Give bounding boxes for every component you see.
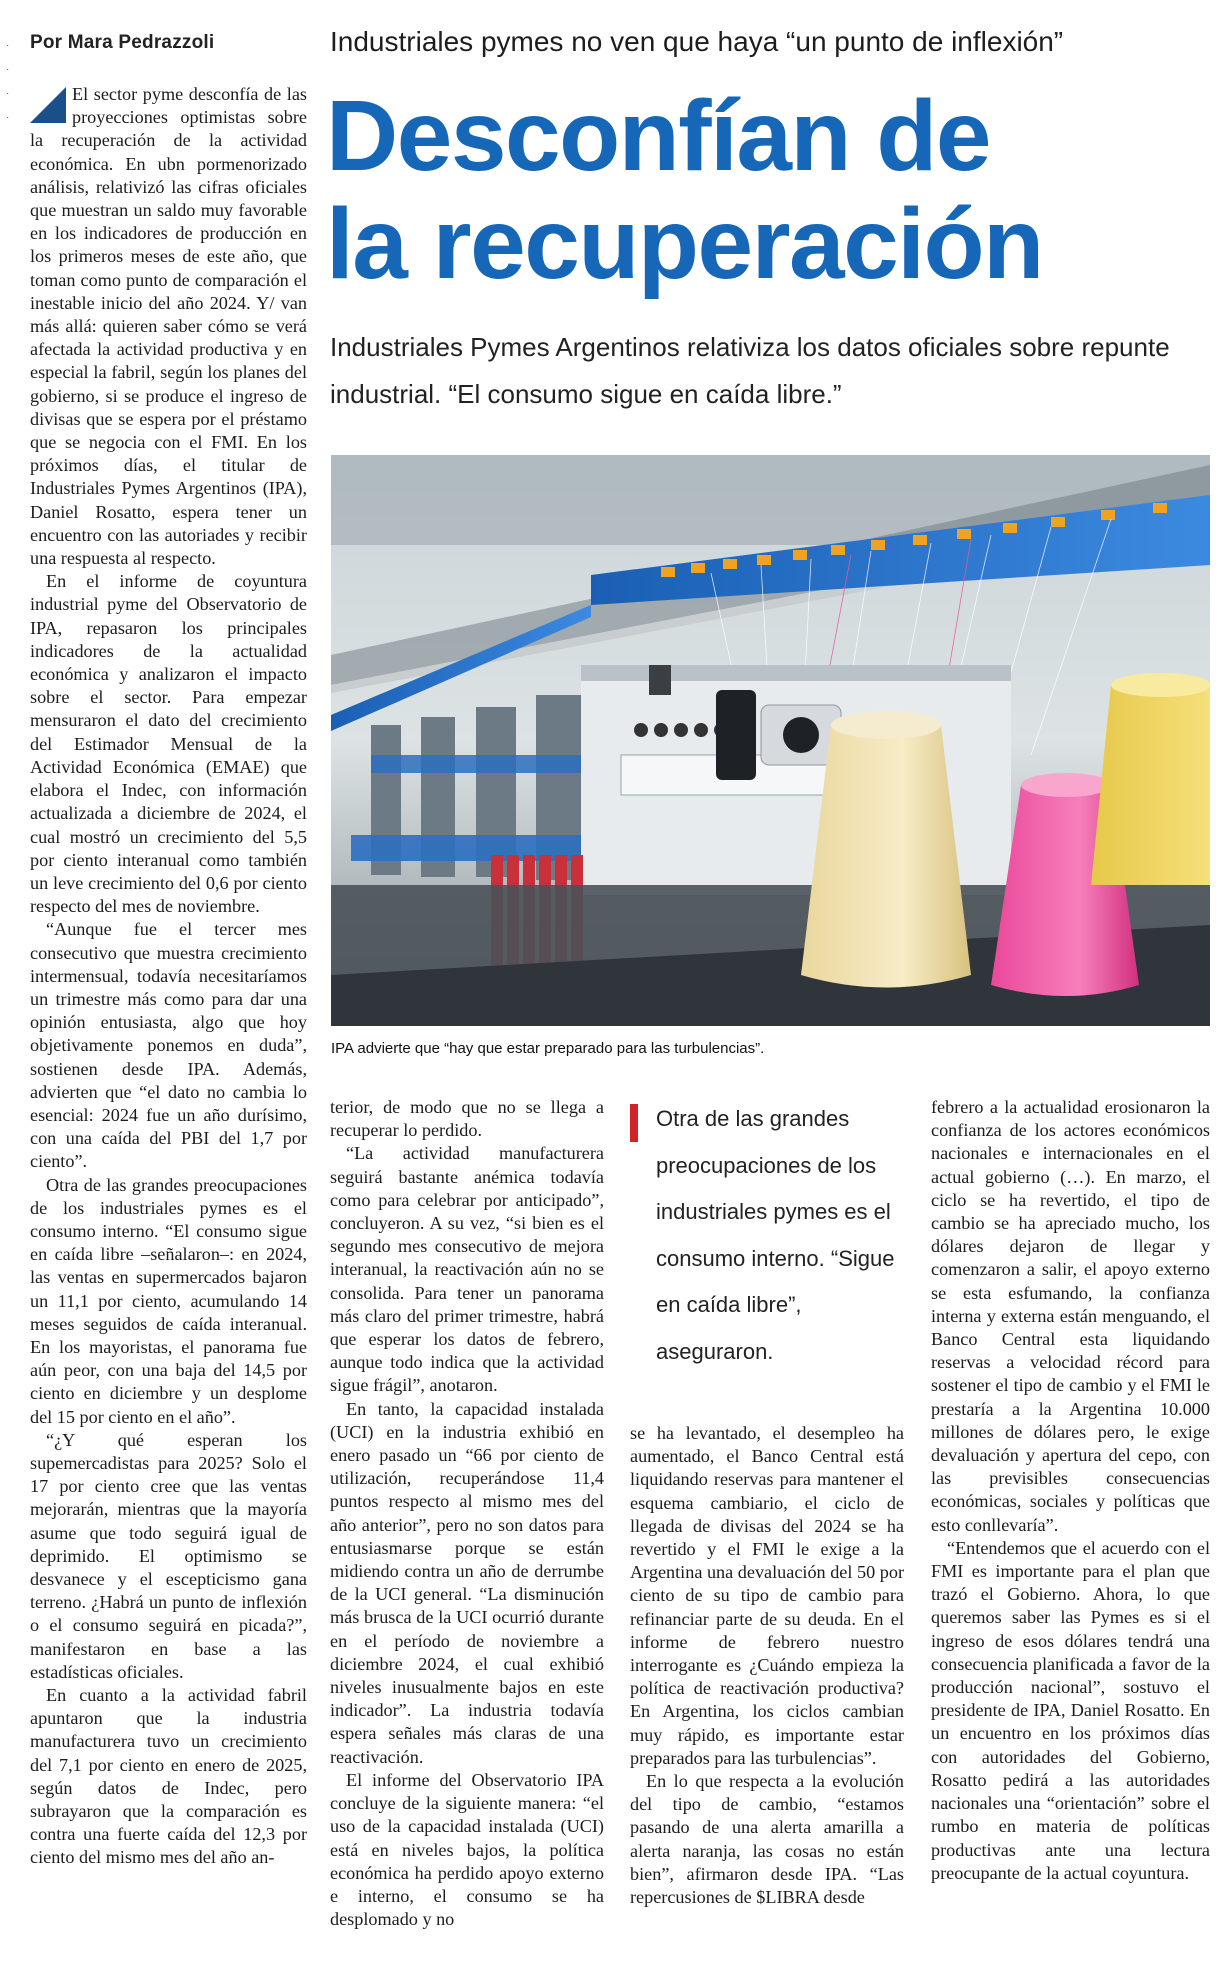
article-column-1 bbox=[30, 83, 307, 1953]
article-column-4 bbox=[931, 1096, 1210, 1956]
headline bbox=[326, 82, 1206, 298]
byline: Por Mara Pedrazzoli bbox=[30, 32, 215, 53]
paragraph: En tanto, la capacidad instalada (UCI) en la industria exhibió en enero pasado un “66 por ciento de utilización, recuperándose 11,4 puntos respecto al mismo mes del año anterior”, pero no son datos para entusiasmarse porque se están midiendo contra un año de derrumbe de la UCI general. “La disminución más brusca de la UCI ocurrió durante en el período de noviembre a diciembre 2024, el cual exhibió niveles inusualmente bajos en este indicador”. La industria todavía espera señales más claras de una reactivación. bbox=[330, 1398, 604, 1767]
photo-caption: IPA advierte que “hay que estar preparado para las turbulencias”. bbox=[331, 1040, 765, 1057]
article-column-2 bbox=[330, 1096, 604, 1956]
headline-line-2: la recuperación bbox=[326, 188, 1043, 300]
headline-line-1: Desconfían de bbox=[326, 80, 990, 192]
paragraph: En el informe de coyuntura industrial pyme del Observatorio de IPA, repasaron los principales indicadores de la actualidad económica y analizaron el impacto sobre el sector. Para empezar mensuraron el dato del crecimiento del Estimador Mensual de la Actividad Económica (EMAE) que elabora el Indec, con información actualizada a diciembre de 2024, el cual mostró un crecimiento del 5,5 por ciento interanual como también un leve crecimiento del 0,6 por ciento respecto del mes de noviembre. bbox=[30, 571, 307, 917]
section-start-triangle-icon bbox=[30, 87, 66, 123]
pull-quote-accent-bar bbox=[630, 1104, 638, 1142]
paragraph: En lo que respecta a la evolución del tipo de cambio, “estamos pasando de una alerta amarilla a alerta naranja, las cosas no están bien”, afirmaron desde IPA. “Las repercusiones de $LIBRA desde bbox=[630, 1771, 904, 1908]
pull-quote bbox=[630, 1096, 904, 1396]
paragraph: “¿Y qué esperan los supemercadistas para 2025? Solo el 17 por ciento cree que las ventas mejorarán, mientras que la mayoría asume que todo seguirá igual de deprimido. El optimismo se desvanece y el escepticismo gana terreno. ¿Habrá un punto de inflexión o el consumo seguirá en picada?”, manifestaron en base a las estadísticas oficiales. bbox=[30, 1429, 307, 1682]
paragraph bbox=[30, 83, 307, 570]
textile-machinery-photo bbox=[331, 455, 1210, 1026]
kicker: Industriales pymes no ven que haya “un punto de inflexión” bbox=[330, 26, 1064, 57]
paragraph: terior, de modo que no se llega a recuperar lo perdido. bbox=[330, 1097, 604, 1141]
article-column-3 bbox=[630, 1422, 904, 1952]
paragraph: “Entendemos que el acuerdo con el FMI es importante para el plan que trazó el Gobierno. Ahora, lo que queremos saber las Pymes es si el ingreso de esos dólares tendrá una consecuencia planificada a favor de la producción nacional”, sostuvo el presidente de IPA, Daniel Rosatto. En un encuentro en los próximos días con autoridades del Gobierno, Rosatto pedirá a las autoridades nacionales una “orientación” sobre el rumbo en materia de políticas productivas ante una lectura preocupante de la actual coyuntura. bbox=[931, 1537, 1210, 1883]
paragraph: En cuanto a la actividad fabril apuntaron que la industria manufacturera tuvo un crecimiento del 7,1 por ciento en enero de 2025, según datos de Indec, pero subrayaron que la comparación es contra una fuerte caída del 12,3 por ciento del mismo mes del año an- bbox=[30, 1685, 307, 1868]
paragraph: Otra de las grandes preocupaciones de los industriales pymes es el consumo interno. “El consumo sigue en caída libre –señalaron–: en 2024, las ventas en supermercados bajaron un 11,1 por ciento, acumulando 14 meses seguidos de caída interanual. En los mayoristas, el panorama fue aún peor, con una baja del 14,5 por ciento en diciembre y un desplome del 15 por ciento en el año”. bbox=[30, 1174, 307, 1427]
paragraph-text: El sector pyme desconfía de las proyecciones optimistas sobre la recuperación de la actividad económica. En ubn pormenorizado análisis, relativizó las cifras oficiales que muestran un saldo muy favorable en los indicadores de producción en los primeros meses de este año, que toman como punto de comparación el inestable inicio del año 2024. Y/ van más allá: quieren saber cómo se verá afectada la actividad productiva y en especial la fabril, según los planes del gobierno, si se produce el ingreso de divisas que se espera por el préstamo que se negocia con el FMI. En los próximos días, el titular de Industriales Pymes Argentinos (IPA), Daniel Rosatto, espera tener un encuentro con las autoriades y recibir una respuesta al respecto. bbox=[30, 84, 307, 569]
paragraph: se ha levantado, el desempleo ha aumentado, el Banco Central está liquidando reservas para mantener el esquema cambiario, el ciclo de llegada de divisas del 2024 se ha revertido y el FMI le exige a la Argentina una devaluación del 50 por ciento de su tipo de cambio para refinanciar parte de su deuda. En el informe de febrero nuestro interrogante es ¿Cuándo empieza la política de reactivación productiva? En Argentina, los ciclos cambian muy rápido, es importante estar preparados para las turbulencias”. bbox=[630, 1423, 904, 1768]
deck: Industriales Pymes Argentinos relativiza los datos oficiales sobre repunte industrial. “El consumo sigue en caída libre.” bbox=[330, 332, 1170, 409]
paragraph: “La actividad manufacturera seguirá bastante anémica todavía como para celebrar por anticipado”, concluyeron. A su vez, “si bien es el segundo mes consecutivo de mejora interanual, la reactivación aún no se consolida. Para tener un panorama más claro del primer trimestre, habrá que esperar los datos de febrero, aunque todo indica que la actividad sigue frágil”, anotaron. bbox=[330, 1143, 604, 1396]
paragraph: “Aunque fue el tercer mes consecutivo que muestra crecimiento intermensual, todavía necesitaríamos un trimestre más como para dar una opinión entusiasta, algo que hoy objetivamente ponemos en duda”, sostienen desde IPA. Además, advierten que “el dato no cambia lo esencial: 2024 fue un año durísimo, con una caída del PBI del 1,7 por ciento”. bbox=[30, 919, 307, 1172]
pull-quote-text: Otra de las grandes preocupaciones de los industriales pymes es el consumo interno. “Sigue en caída libre”, aseguraron. bbox=[656, 1106, 895, 1364]
page-edge-marks: · · · · bbox=[6, 40, 10, 123]
paragraph: El informe del Observatorio IPA concluye de la siguiente manera: “el uso de la capacidad instalada (UCI) está en niveles bajos, la política económica ha perdido apoyo externo e interno, el consumo se ha desplomado y no bbox=[330, 1769, 604, 1930]
paragraph: febrero a la actualidad erosionaron la confianza de los actores económicos nacionales e internacionales en el actual gobierno (…). En marzo, el ciclo se ha revertido, el tipo de cambio se ha apreciado mucho, los dólares dejaron de llegar y comenzaron a salir, el apoyo externo se esta esfumando, la confianza interna y externa están menguando, el Banco Central esta liquidando reservas a velocidad récord para sostener el tipo de cambio y el FMI le prestaría a la Argentina 10.000 millones de dólares pero, le exige devaluación y apertura del cepo, con las previsibles consecuencias económicas, sociales y políticas que esto conllevaría”. bbox=[931, 1097, 1210, 1535]
